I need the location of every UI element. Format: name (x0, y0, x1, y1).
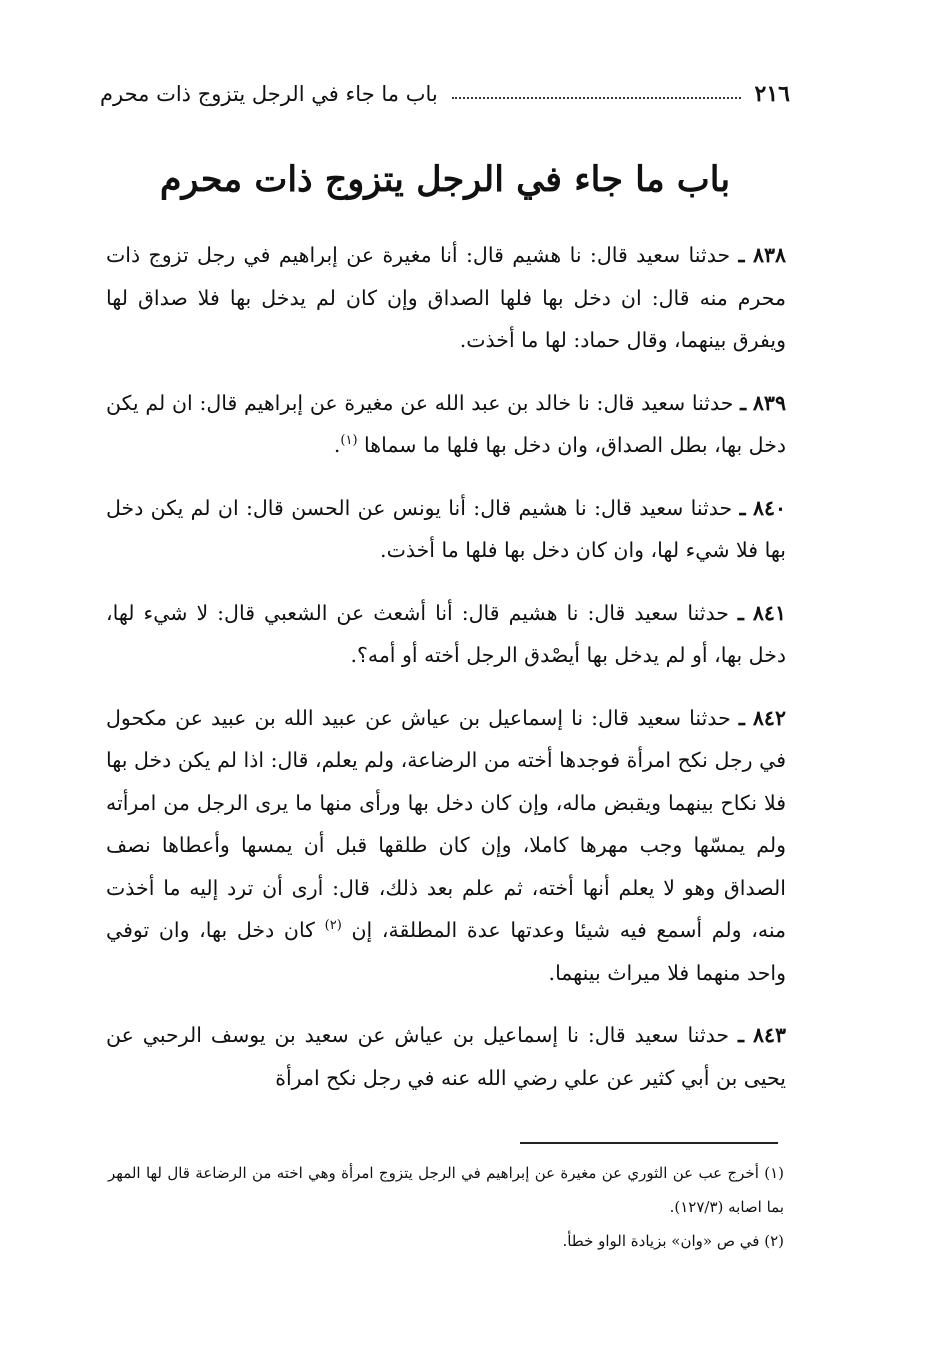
hadith-842: ٨٤٢ ـ حدثنا سعيد قال: نا إسماعيل بن عياش عن عبيد الله بن عبيد عن مكحول في رجل نكح امرأة فوجدها أخته من الرضاعة، ولم يعلم، قال: اذا لم يكن دخل بها فلا نكاح بينهما ويقبض ماله، وإن كان دخل بها ورأى منها ما يرى الرجل من امرأته ولم يمسّها وجب مهرها كاملا، وإن كان طلقها قبل أن يمسها وأعطاها نصف الصداق وهو لا يعلم أنها أخته، ثم علم بعد ذلك، قال: أرى أن ترد إليه ما أخذت منه، ولم أسمع فيه شيئا وعدتها عدة المطلقة، إن $^{(٢)}$ كان دخل بها، وان توفي واحد منهما فلا ميراث بينهما. (106, 705, 786, 985)
hadith-number: ٨٣٨ (752, 243, 786, 267)
hadith-838: ٨٣٨ ـ حدثنا سعيد قال: نا هشيم قال: أنا مغيرة عن إبراهيم في رجل تزوج ذات محرم منه قال: ان دخل بها فلها الصداق وإن كان لم يدخل بها فلا صداق لها ويفرق بينهما، وقال حماد: لها ما أخذت. (106, 243, 786, 352)
footnote-reference[interactable]: (١) (340, 433, 358, 449)
footnote-number: (٢) (764, 1232, 784, 1250)
footnote-text: أخرج عب عن الثوري عن مغيرة عن إبراهيم في الرجل يتزوج امرأة وهي اخته من الرضاعة قال لها المهر بما اصابه (١٢٧/٣). (108, 1164, 784, 1216)
running-header (100, 76, 790, 112)
footnote-2 (108, 1224, 784, 1258)
hadith-841: ٨٤١ ـ حدثنا سعيد قال: نا هشيم قال: أنا أشعث عن الشعبي قال: لا شيء لها، دخل بها، أو لم يدخل بها أيصْدق الرجل أخته أو أمه؟. (106, 600, 786, 667)
footnote-text: في ص «وان» بزيادة الواو خطأ. (562, 1232, 760, 1250)
chapter-title: باب ما جاء في الرجل يتزوج ذات محرم (159, 159, 731, 200)
hadith-text-end: كان دخل بها، وان توفي واحد منهما فلا ميراث بينهما. (106, 918, 786, 985)
hadith-number: ٨٤٣ (752, 1023, 786, 1047)
hadith-840: ٨٤٠ ـ حدثنا سعيد قال: نا هشيم قال: أنا يونس عن الحسن قال: ان لم يكن دخل بها فلا شيء لها، وان كان دخل بها فلها ما أخذت. (106, 495, 786, 562)
hadith-text: حدثنا سعيد قال: نا هشيم قال: أنا أشعث عن الشعبي قال: لا شيء لها، دخل بها، أو لم يدخل بها أيصْدق الرجل أخته أو أمه؟. (106, 600, 786, 667)
hadith-text: حدثنا سعيد قال: نا هشيم قال: أنا مغيرة عن إبراهيم في رجل تزوج ذات محرم منه قال: ان دخل بها فلها الصداق وإن كان لم يدخل بها فلا صداق لها ويفرق بينهما، وقال حماد: لها ما أخذت. (106, 243, 786, 352)
footnote-1 (108, 1156, 784, 1224)
hadith-text: حدثنا سعيد قال: نا هشيم قال: أنا يونس عن الحسن قال: ان لم يكن دخل بها فلا شيء لها، وان كان دخل بها فلها ما أخذت. (106, 495, 786, 562)
footnote-divider (520, 1142, 778, 1144)
hadith-text-end: . (333, 433, 341, 457)
hadith-text: حدثنا سعيد قال: نا خالد بن عبد الله عن مغيرة عن إبراهيم قال: ان لم يكن دخل بها، بطل الصداق، وان دخل بها فلها ما سماها (106, 390, 786, 457)
footnote-number: (١) (764, 1164, 784, 1182)
hadith-number: ٨٤٠ (752, 495, 786, 520)
body-text (106, 234, 786, 1119)
hadith-number: ٨٣٩ (752, 390, 786, 415)
page-number: ٢١٦ (754, 81, 790, 107)
footnote-reference[interactable]: (٢) (324, 918, 342, 934)
footnotes (108, 1156, 784, 1258)
hadith-843: ٨٤٣ ـ حدثنا سعيد قال: نا إسماعيل بن عياش عن سعيد بن يوسف الرحبي عن يحيى بن أبي كثير عن علي رضي الله عنه في رجل نكح امرأة (106, 1023, 786, 1090)
header-dot-leader (452, 97, 741, 99)
hadith-text: حدثنا سعيد قال: نا إسماعيل بن عياش عن سعيد بن يوسف الرحبي عن يحيى بن أبي كثير عن علي رضي الله عنه في رجل نكح امرأة (106, 1023, 786, 1090)
hadith-number: ٨٤١ (752, 600, 786, 625)
hadith-text: حدثنا سعيد قال: نا إسماعيل بن عياش عن عبيد الله بن عبيد عن مكحول في رجل نكح امرأة فوجدها أخته من الرضاعة، ولم يعلم، قال: اذا لم يكن دخل بها فلا نكاح بينهما ويقبض ماله، وإن كان دخل بها ورأى منها ما يرى الرجل من امرأته ولم يمسّها وجب مهرها كاملا، وإن كان طلقها قبل أن يمسها وأعطاها نصف الصداق وهو لا يعلم أنها أخته، ثم علم بعد ذلك، قال: أرى أن ترد إليه ما أخذت منه، ولم أسمع فيه شيئا وعدتها عدة المطلقة، إن (106, 705, 786, 942)
running-title: باب ما جاء في الرجل يتزوج ذات محرم (100, 82, 438, 106)
hadith-839: ٨٣٩ ـ حدثنا سعيد قال: نا خالد بن عبد الله عن مغيرة عن إبراهيم قال: ان لم يكن دخل بها، بطل الصداق، وان دخل بها فلها ما سماها $^{(١)}$. (106, 390, 786, 457)
hadith-number: ٨٤٢ (752, 705, 786, 730)
